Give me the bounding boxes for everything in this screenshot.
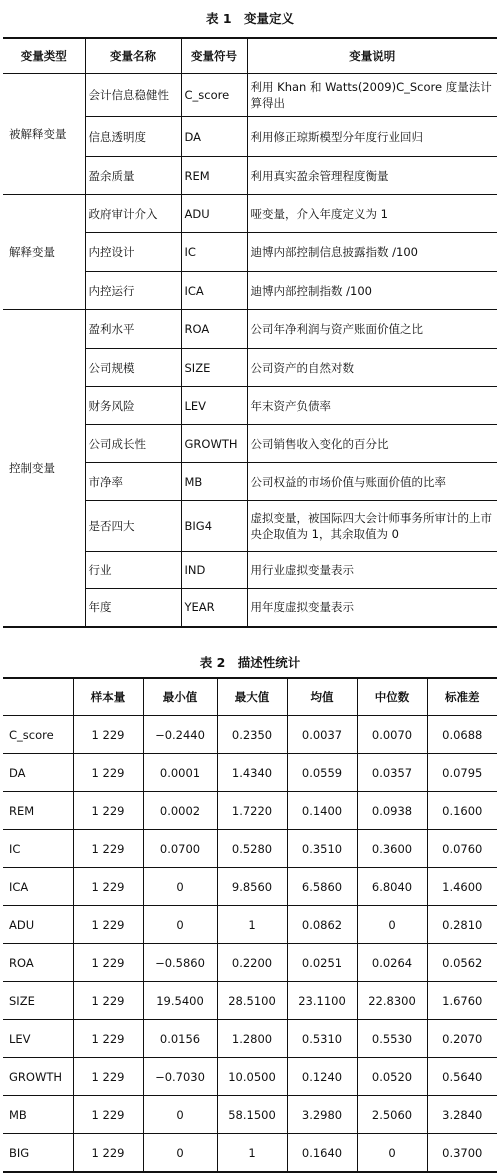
variable-name-cell: 市净率 bbox=[85, 463, 181, 501]
statistic-value-cell: 1.4600 bbox=[427, 868, 497, 906]
statistic-value-cell: 0.0862 bbox=[287, 906, 357, 944]
variable-name-cell: 盈利水平 bbox=[85, 310, 181, 349]
variable-type-cell: 控制变量 bbox=[3, 310, 85, 627]
descriptive-statistics-table bbox=[3, 677, 497, 1173]
statistic-variable-cell: GROWTH bbox=[3, 1058, 73, 1096]
statistic-variable-cell: IC bbox=[3, 830, 73, 868]
variable-symbol-cell: SIZE bbox=[181, 349, 247, 387]
statistic-value-cell: 0.0037 bbox=[287, 716, 357, 754]
statistic-value-cell: 1 bbox=[217, 906, 287, 944]
statistic-value-cell: 0.3510 bbox=[287, 830, 357, 868]
statistic-value-cell: 0 bbox=[143, 1096, 217, 1134]
statistic-value-cell: 0.2350 bbox=[217, 716, 287, 754]
statistic-value-cell: 1 229 bbox=[73, 1134, 143, 1173]
statistic-value-cell: 0.0688 bbox=[427, 716, 497, 754]
variable-symbol-cell: ICA bbox=[181, 272, 247, 310]
statistic-value-cell: 0.2810 bbox=[427, 906, 497, 944]
table2-header-cell: 最小值 bbox=[143, 678, 217, 716]
table1-header-cell: 变量符号 bbox=[181, 38, 247, 74]
variable-name-cell: 政府审计介入 bbox=[85, 195, 181, 233]
variable-description-cell: 用行业虚拟变量表示 bbox=[247, 552, 497, 589]
table1-header-cell: 变量名称 bbox=[85, 38, 181, 74]
statistic-value-cell: 0.5640 bbox=[427, 1058, 497, 1096]
table2-header-cell: 标准差 bbox=[427, 678, 497, 716]
statistic-variable-cell: SIZE bbox=[3, 982, 73, 1020]
statistic-value-cell: 0.0700 bbox=[143, 830, 217, 868]
variable-description-cell: 利用真实盈余管理程度衡量 bbox=[247, 157, 497, 195]
table2-row bbox=[3, 716, 497, 754]
statistic-value-cell: 0.0520 bbox=[357, 1058, 427, 1096]
statistic-value-cell: 0.1400 bbox=[287, 792, 357, 830]
statistic-value-cell: 0.0559 bbox=[287, 754, 357, 792]
variable-name-cell: 公司规模 bbox=[85, 349, 181, 387]
variable-symbol-cell: MB bbox=[181, 463, 247, 501]
variable-symbol-cell: GROWTH bbox=[181, 425, 247, 463]
statistic-value-cell: 0.0264 bbox=[357, 944, 427, 982]
statistic-value-cell: 1 229 bbox=[73, 754, 143, 792]
variable-name-cell: 是否四大 bbox=[85, 501, 181, 552]
statistic-value-cell: 1 229 bbox=[73, 868, 143, 906]
table1-header-cell: 变量说明 bbox=[247, 38, 497, 74]
variable-symbol-cell: DA bbox=[181, 117, 247, 157]
statistic-value-cell: 1.4340 bbox=[217, 754, 287, 792]
statistic-value-cell: 0.0938 bbox=[357, 792, 427, 830]
variable-description-cell: 公司资产的自然对数 bbox=[247, 349, 497, 387]
variable-name-cell: 会计信息稳健性 bbox=[85, 74, 181, 117]
statistic-value-cell: 0.1640 bbox=[287, 1134, 357, 1173]
variable-name-cell: 行业 bbox=[85, 552, 181, 589]
statistic-value-cell: 2.5060 bbox=[357, 1096, 427, 1134]
statistic-value-cell: 0.0357 bbox=[357, 754, 427, 792]
statistic-variable-cell: ROA bbox=[3, 944, 73, 982]
table2-row bbox=[3, 944, 497, 982]
statistic-value-cell: 6.5860 bbox=[287, 868, 357, 906]
statistic-value-cell: −0.5860 bbox=[143, 944, 217, 982]
variable-name-cell: 公司成长性 bbox=[85, 425, 181, 463]
statistic-value-cell: −0.2440 bbox=[143, 716, 217, 754]
table2-row bbox=[3, 1020, 497, 1058]
variable-symbol-cell: LEV bbox=[181, 387, 247, 425]
table2-row bbox=[3, 1134, 497, 1173]
variable-description-cell: 年末资产负债率 bbox=[247, 387, 497, 425]
statistic-value-cell: 0 bbox=[143, 868, 217, 906]
statistic-variable-cell: ICA bbox=[3, 868, 73, 906]
table1-row bbox=[3, 195, 497, 233]
statistic-value-cell: 0.3600 bbox=[357, 830, 427, 868]
statistic-value-cell: 23.1100 bbox=[287, 982, 357, 1020]
statistic-value-cell: 1 229 bbox=[73, 982, 143, 1020]
variable-symbol-cell: REM bbox=[181, 157, 247, 195]
statistic-variable-cell: LEV bbox=[3, 1020, 73, 1058]
statistic-value-cell: 0.0070 bbox=[357, 716, 427, 754]
table2-row bbox=[3, 868, 497, 906]
table2-header-row bbox=[3, 678, 497, 716]
variable-name-cell: 内控运行 bbox=[85, 272, 181, 310]
variable-definition-table bbox=[3, 37, 497, 628]
table1-caption: 表 1 变量定义 bbox=[205, 11, 295, 26]
table2-caption: 表 2 描述性统计 bbox=[199, 655, 301, 670]
statistic-value-cell: 0.5530 bbox=[357, 1020, 427, 1058]
statistic-variable-cell: REM bbox=[3, 792, 73, 830]
statistic-value-cell: 9.8560 bbox=[217, 868, 287, 906]
statistic-value-cell: 0.3700 bbox=[442, 1145, 483, 1160]
variable-description-cell: 利用 Khan 和 Watts(2009)C_Score 度量法计算得出 bbox=[247, 74, 497, 117]
statistic-value-cell: 3.2980 bbox=[287, 1096, 357, 1134]
table1-row bbox=[3, 310, 497, 349]
variable-symbol-cell: ADU bbox=[181, 195, 247, 233]
variable-description-cell: 公司年净利润与资产账面价值之比 bbox=[247, 310, 497, 349]
variable-name-cell: 内控设计 bbox=[85, 233, 181, 272]
statistic-value-cell: 0.2200 bbox=[217, 944, 287, 982]
statistic-value-cell: 0.2070 bbox=[427, 1020, 497, 1058]
table2-row bbox=[3, 982, 497, 1020]
table2-header-cell: 最大值 bbox=[217, 678, 287, 716]
statistic-value-cell: 1.6760 bbox=[427, 982, 497, 1020]
table2-row bbox=[3, 1058, 497, 1096]
statistic-value-cell: 6.8040 bbox=[357, 868, 427, 906]
statistic-value-cell: 0 bbox=[143, 906, 217, 944]
statistic-value-cell: 0.5280 bbox=[217, 830, 287, 868]
statistic-value-cell: 1 bbox=[217, 1134, 287, 1173]
statistic-value-cell: −0.7030 bbox=[143, 1058, 217, 1096]
statistic-variable-cell: MB bbox=[3, 1096, 73, 1134]
variable-description-cell: 迪博内部控制指数 /100 bbox=[247, 272, 497, 310]
variable-symbol-cell: ROA bbox=[181, 310, 247, 349]
variable-description-cell: 虚拟变量，被国际四大会计师事务所审计的上市央企取值为 1，其余取值为 0 bbox=[247, 501, 497, 552]
statistic-value-cell: 1 229 bbox=[73, 906, 143, 944]
table2-row bbox=[3, 1096, 497, 1134]
variable-name-cell: 盈余质量 bbox=[85, 157, 181, 195]
variable-symbol-cell: BIG4 bbox=[181, 501, 247, 552]
statistic-variable-cell: DA bbox=[3, 754, 73, 792]
variable-type-cell: 被解释变量 bbox=[3, 74, 85, 195]
statistic-value-cell: 1 229 bbox=[73, 1020, 143, 1058]
variable-name-cell: 信息透明度 bbox=[85, 117, 181, 157]
variable-symbol-cell: C_score bbox=[181, 74, 247, 117]
statistic-variable-cell: C_score bbox=[3, 716, 73, 754]
variable-description-cell: 公司销售收入变化的百分比 bbox=[247, 425, 497, 463]
variable-symbol-cell: IC bbox=[181, 233, 247, 272]
table2-row bbox=[3, 754, 497, 792]
statistic-value-cell: 0.0002 bbox=[143, 792, 217, 830]
table2-row bbox=[3, 830, 497, 868]
table1-header-row bbox=[3, 38, 497, 74]
statistic-value-cell: 0.5310 bbox=[287, 1020, 357, 1058]
variable-description-cell: 公司权益的市场价值与账面价值的比率 bbox=[247, 463, 497, 501]
table2-row bbox=[3, 792, 497, 830]
statistic-value-cell: 0.1600 bbox=[427, 792, 497, 830]
variable-name-cell: 年度 bbox=[85, 589, 181, 627]
variable-name-cell: 财务风险 bbox=[85, 387, 181, 425]
table2-header-cell: 中位数 bbox=[357, 678, 427, 716]
statistic-value-cell: 1 229 bbox=[73, 830, 143, 868]
statistic-value-cell: 1.7220 bbox=[217, 792, 287, 830]
table2-header-cell: 均值 bbox=[287, 678, 357, 716]
variable-symbol-cell: YEAR bbox=[181, 589, 247, 627]
variable-type-cell: 解释变量 bbox=[3, 195, 85, 310]
statistic-value-cell: 1 229 bbox=[73, 792, 143, 830]
table2-header-cell bbox=[3, 678, 73, 716]
statistic-value-cell: 0 bbox=[357, 906, 427, 944]
variable-description-cell: 利用修正琼斯模型分年度行业回归 bbox=[247, 117, 497, 157]
statistic-value-cell: 0.0562 bbox=[427, 944, 497, 982]
variable-description-cell: 哑变量，介入年度定义为 1 bbox=[247, 195, 497, 233]
variable-description-cell: 迪博内部控制信息披露指数 /100 bbox=[247, 233, 497, 272]
statistic-value-cell: 22.8300 bbox=[357, 982, 427, 1020]
statistic-value-cell: 0.0156 bbox=[143, 1020, 217, 1058]
statistic-variable-cell: BIG bbox=[3, 1134, 73, 1173]
statistic-value-cell: 58.1500 bbox=[217, 1096, 287, 1134]
statistic-value-cell: 1 229 bbox=[73, 944, 143, 982]
statistic-value-cell: 0.0251 bbox=[287, 944, 357, 982]
table1-header-cell: 变量类型 bbox=[3, 38, 85, 74]
statistic-value-cell: 3.2840 bbox=[427, 1096, 497, 1134]
statistic-value-cell: 0 bbox=[143, 1134, 217, 1173]
table2-header-cell: 样本量 bbox=[73, 678, 143, 716]
statistic-value-cell: 0.0760 bbox=[427, 830, 497, 868]
variable-description-cell: 用年度虚拟变量表示 bbox=[250, 600, 354, 615]
variable-symbol-cell: IND bbox=[181, 552, 247, 589]
table2-row bbox=[3, 906, 497, 944]
statistic-value-cell: 0.0001 bbox=[143, 754, 217, 792]
statistic-value-cell: 28.5100 bbox=[217, 982, 287, 1020]
statistic-variable-cell: ADU bbox=[3, 906, 73, 944]
statistic-value-cell: 1 229 bbox=[73, 1058, 143, 1096]
statistic-value-cell: 1 229 bbox=[73, 716, 143, 754]
statistic-value-cell: 0.0795 bbox=[427, 754, 497, 792]
table1-row bbox=[3, 74, 497, 117]
statistic-value-cell: 10.0500 bbox=[217, 1058, 287, 1096]
statistic-value-cell: 0.1240 bbox=[287, 1058, 357, 1096]
statistic-value-cell: 1.2800 bbox=[217, 1020, 287, 1058]
statistic-value-cell: 0 bbox=[357, 1134, 427, 1173]
statistic-value-cell: 19.5400 bbox=[143, 982, 217, 1020]
statistic-value-cell: 1 229 bbox=[73, 1096, 143, 1134]
